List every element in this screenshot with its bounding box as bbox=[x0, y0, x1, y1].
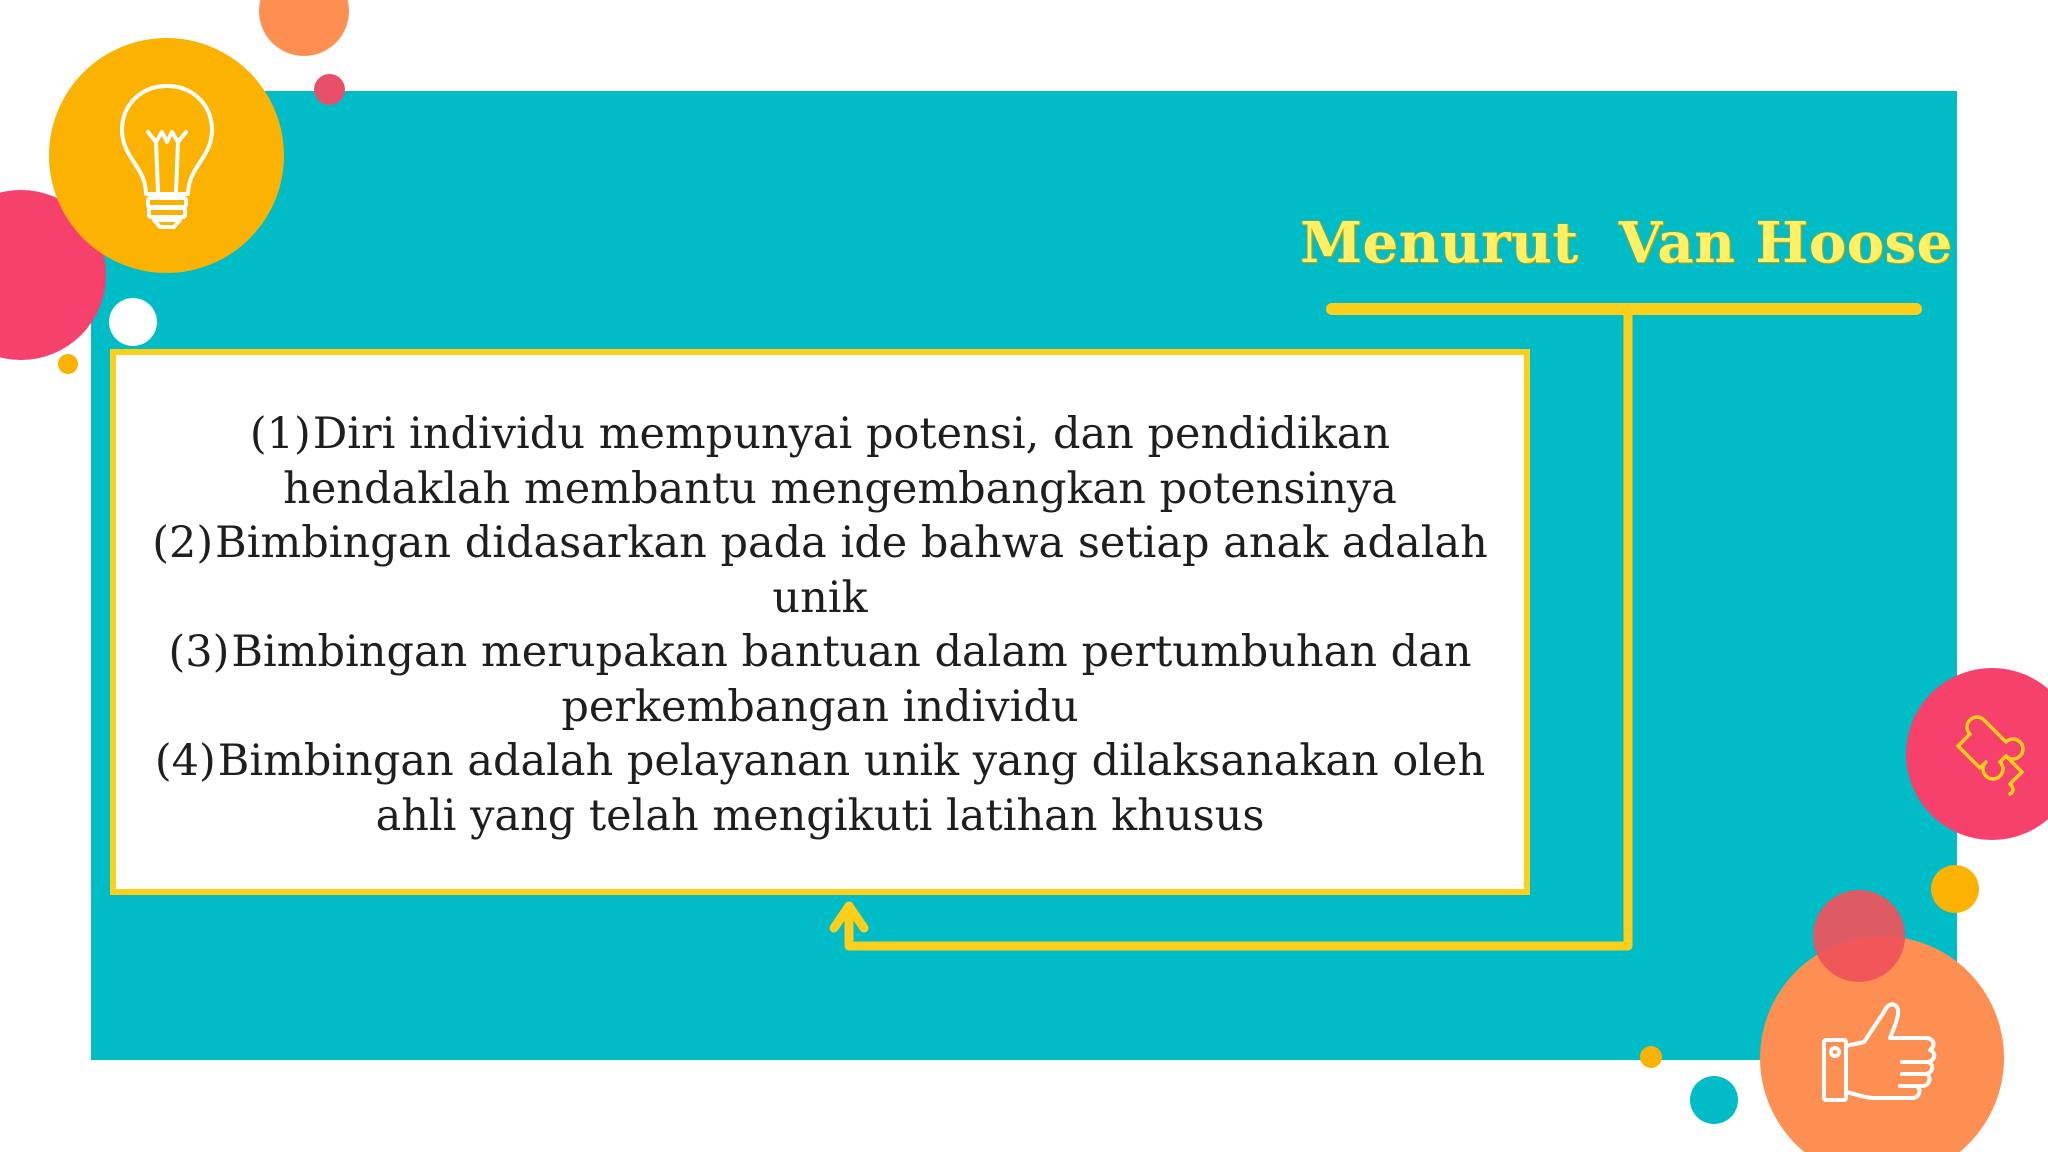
list-item bbox=[146, 625, 1494, 734]
item-number: (1) bbox=[249, 409, 311, 459]
item-text-continued: ahli yang telah mengikuti latihan khusus bbox=[375, 790, 1265, 841]
orange-circle-top bbox=[259, 0, 349, 56]
item-text: Diri individu mempunyai potensi, dan pendidikan bbox=[312, 409, 1391, 459]
list-item bbox=[146, 516, 1494, 625]
teal-dot-bottom bbox=[1690, 1076, 1738, 1124]
item-text-continued: perkembangan individu bbox=[561, 681, 1079, 732]
title-underline bbox=[1326, 303, 1922, 315]
item-text: Bimbingan adalah pelayanan unik yang dilaksanakan oleh bbox=[217, 736, 1486, 786]
amber-dot-left bbox=[58, 354, 78, 374]
slide-title: Menurut Van Hoose bbox=[1300, 210, 1953, 276]
item-text: Bimbingan merupakan bantuan dalam pertumbuhan dan bbox=[231, 627, 1472, 677]
white-dot-left bbox=[109, 298, 157, 346]
amber-dot-bottom bbox=[1640, 1046, 1662, 1068]
item-text-continued: hendaklah membantu mengembangkan potensinya bbox=[283, 463, 1397, 514]
coral-circle-overlap bbox=[1813, 890, 1905, 982]
item-text-continued: unik bbox=[772, 572, 868, 623]
item-number: (2) bbox=[152, 518, 214, 568]
list-item bbox=[146, 407, 1494, 516]
lightbulb-icon bbox=[112, 80, 222, 235]
list-item bbox=[146, 734, 1494, 843]
amber-dot-right bbox=[1931, 865, 1979, 913]
item-number: (4) bbox=[154, 736, 216, 786]
puzzle-piece-icon bbox=[1950, 712, 2034, 796]
thumbs-up-icon bbox=[1818, 998, 1942, 1110]
item-text: Bimbingan didasarkan pada ide bahwa setiap anak adalah bbox=[215, 518, 1488, 568]
item-number: (3) bbox=[168, 627, 230, 677]
content-box bbox=[110, 349, 1530, 895]
pink-dot-top bbox=[314, 74, 345, 105]
